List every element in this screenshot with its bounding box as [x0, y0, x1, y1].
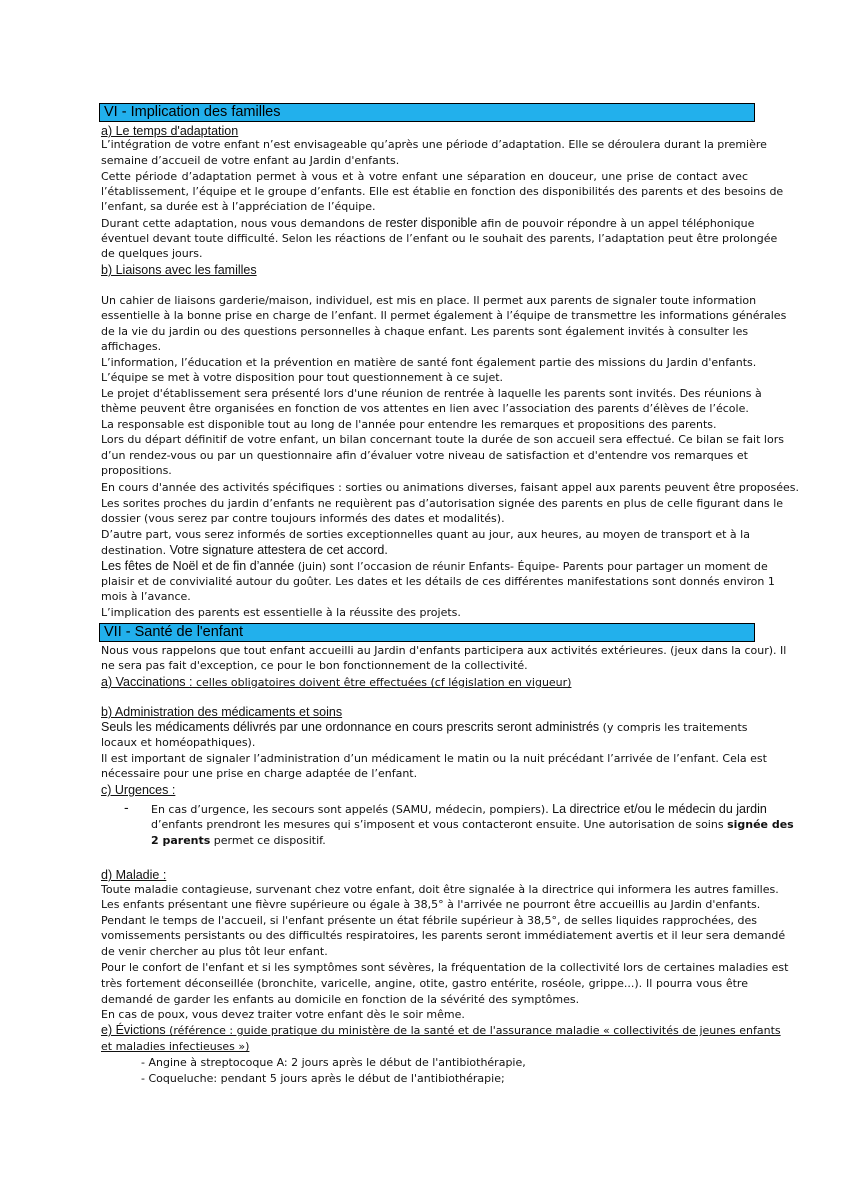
paragraph-line: En cours d'année des activités spécifiques : sorties ou animations diverses, faisant appel aux parents peuvent être proposées. — [101, 481, 800, 494]
list-item-line: 2 parents permet ce dispositif. — [151, 834, 326, 847]
subsection-title-urgences: c) Urgences : — [101, 783, 176, 797]
paragraph-line: thème peuvent être organisées en fonction de vos attentes en lien avec l’association des parents d’élèves de l’école. — [101, 402, 749, 415]
paragraph-line: L’information, l’éducation et la prévention en matière de santé font également partie des missions du Jardin d'enfants. — [101, 356, 757, 369]
paragraph-line: semaine d’accueil de votre enfant au Jardin d'enfants. — [101, 154, 400, 167]
paragraph-line: dossier (vous serez par contre toujours informés des dates et modalités). — [101, 512, 505, 525]
paragraph-line: l’établissement, l’équipe et le groupe d’enfants. Elle est établie en fonction des disponibilités des parents et des besoins de — [101, 185, 784, 198]
paragraph-line: de venir chercher au plus tôt leur enfant. — [101, 945, 328, 958]
paragraph-line: Cette période d’adaptation permet à vous et à votre enfant une séparation en douceur, une prise de contact avec — [101, 170, 748, 183]
list-dash: - — [124, 799, 129, 815]
section-header-sante: VII - Santé de l'enfant — [99, 623, 755, 642]
paragraph-line: Pendant le temps de l'accueil, si l'enfant présente un état fébrile supérieur à 38,5°, de selles liquides rapprochées, des — [101, 914, 757, 927]
paragraph-line: Lors du départ définitif de votre enfant, un bilan concernant toute la durée de son accueil sera effectué. Ce bilan se fait lors — [101, 433, 784, 446]
paragraph-line: demandé de garder les enfants au domicile en fonction de la sévérité des symptômes. — [101, 993, 580, 1006]
paragraph-line: l’enfant, sa durée est à l’appréciation de l’équipe. — [101, 200, 376, 213]
paragraph-line: L’équipe se met à votre disposition pour tout questionnement à ce sujet. — [101, 371, 504, 384]
paragraph-line: En cas de poux, vous devez traiter votre enfant dès le soir même. — [101, 1008, 465, 1021]
subsection-title-liaisons: b) Liaisons avec les familles — [101, 263, 257, 277]
paragraph-line: Un cahier de liaisons garderie/maison, individuel, est mis en place. Il permet aux parents de signaler toute information — [101, 294, 757, 307]
subsection-title-evictions: e) Évictions (référence : guide pratique du ministère de la santé et de l'assurance maladie « collectivités de jeunes enfants — [101, 1023, 781, 1037]
paragraph-line: propositions. — [101, 464, 172, 477]
paragraph-line: L’intégration de votre enfant n’est envisageable qu’après une période d’adaptation. Elle se déroulera durant la première — [101, 138, 767, 151]
list-item: - Angine à streptocoque A: 2 jours après le début de l'antibiothérapie, — [141, 1056, 526, 1069]
paragraph-line: D’autre part, vous serez informés de sorties exceptionnelles quant au jour, aux heures, au moyen de transport et à la — [101, 528, 750, 541]
paragraph-line: Les fêtes de Noël et de fin d’année (juin) sont l’occasion de réunir Enfants- Équipe- Parents pour partager un moment de — [101, 559, 768, 573]
list-item: - Coqueluche: pendant 5 jours après le début de l'antibiothérapie; — [141, 1072, 505, 1085]
subsection-title-maladie: d) Maladie : — [101, 868, 167, 882]
paragraph-line: locaux et homéopathiques). — [101, 736, 256, 749]
paragraph-line: mois à l’avance. — [101, 590, 191, 603]
paragraph-line: éventuel devant toute difficulté. Selon les réactions de l’enfant ou le souhait des parents, l’adaptation peut être prolongée — [101, 232, 778, 245]
paragraph-line: Les enfants présentant une fièvre supérieure ou égale à 38,5° à l'arrivée ne pourront être accueillis au Jardin d'enfants. — [101, 898, 761, 911]
paragraph-line: destination. Votre signature attestera de cet accord. — [101, 543, 388, 557]
paragraph-line: affichages. — [101, 340, 162, 353]
subsection-title-adaptation: a) Le temps d'adaptation — [101, 124, 239, 138]
paragraph-line: plaisir et de convivialité autour du goûter. Les dates et les détails de ces différentes manifestations sont donnés environ 1 — [101, 575, 775, 588]
paragraph-line: de quelques jours. — [101, 247, 203, 260]
subsection-title-evictions-cont: et maladies infectieuses ») — [101, 1040, 250, 1053]
paragraph-line: vomissements persistants ou des difficultés respiratoires, les parents seront immédiatement avertis et il leur sera demandé — [101, 929, 786, 942]
paragraph-line: ne sera pas fait d'exception, ce pour le bon fonctionnement de la collectivité. — [101, 659, 528, 672]
paragraph-line: essentielle à la bonne prise en charge de l’enfant. Il permet également à l’équipe de transmettre les informations générales — [101, 309, 787, 322]
list-item-line: En cas d’urgence, les secours sont appelés (SAMU, médecin, pompiers). La directrice et/ou le médecin du jardin — [151, 802, 767, 816]
list-item-line: d’enfants prendront les mesures qui s’imposent et vous contacteront ensuite. Une autorisation de soins signée des — [151, 818, 794, 831]
paragraph-line: Seuls les médicaments délivrés par une ordonnance en cours prescrits seront administrés (y compris les traitements — [101, 720, 748, 734]
paragraph-line: La responsable est disponible tout au long de l'année pour entendre les remarques et propositions des parents. — [101, 418, 717, 431]
paragraph-line: Nous vous rappelons que tout enfant accueilli au Jardin d'enfants participera aux activités extérieures. (jeux dans la cour). Il — [101, 644, 787, 657]
subsection-title-medicaments: b) Administration des médicaments et soins — [101, 705, 343, 719]
paragraph-line: Pour le confort de l'enfant et si les symptômes sont sévères, la fréquentation de la collectivité lors de certaines maladies est — [101, 961, 789, 974]
subsection-title-vaccinations: a) Vaccinations : celles obligatoires doivent être effectuées (cf législation en vigueur) — [101, 675, 572, 689]
paragraph-line: Le projet d'établissement sera présenté lors d'une réunion de rentrée à laquelle les parents sont invités. Des réunions à — [101, 387, 762, 400]
paragraph-line: Toute maladie contagieuse, survenant chez votre enfant, doit être signalée à la directrice qui informera les autres familles. — [101, 883, 779, 896]
paragraph-line: d’un rendez-vous ou par un questionnaire afin d’évaluer votre niveau de satisfaction et d'entendre vos remarques et — [101, 449, 748, 462]
paragraph-line: très fortement déconseillée (bronchite, varicelle, angine, otite, gastro entérite, roséole, grippe...). Il pourra vous être — [101, 977, 748, 990]
paragraph-line: Il est important de signaler l’administration d’un médicament le matin ou la nuit précédant l’arrivée de l’enfant. Cela est — [101, 752, 767, 765]
section-header-implication: VI - Implication des familles — [99, 103, 755, 122]
paragraph-line: Les sorites proches du jardin d’enfants ne requièrent pas d’autorisation signée des parents en plus de celle figurant dans le — [101, 497, 784, 510]
paragraph-line: Durant cette adaptation, nous vous demandons de rester disponible afin de pouvoir répondre à un appel téléphonique — [101, 216, 755, 230]
paragraph-line: de la vie du jardin ou des questions personnelles à chaque enfant. Les parents sont également invités à consulter les — [101, 325, 749, 338]
paragraph-line: L’implication des parents est essentielle à la réussite des projets. — [101, 606, 461, 619]
paragraph-line: nécessaire pour une prise en charge adaptée de l’enfant. — [101, 767, 418, 780]
